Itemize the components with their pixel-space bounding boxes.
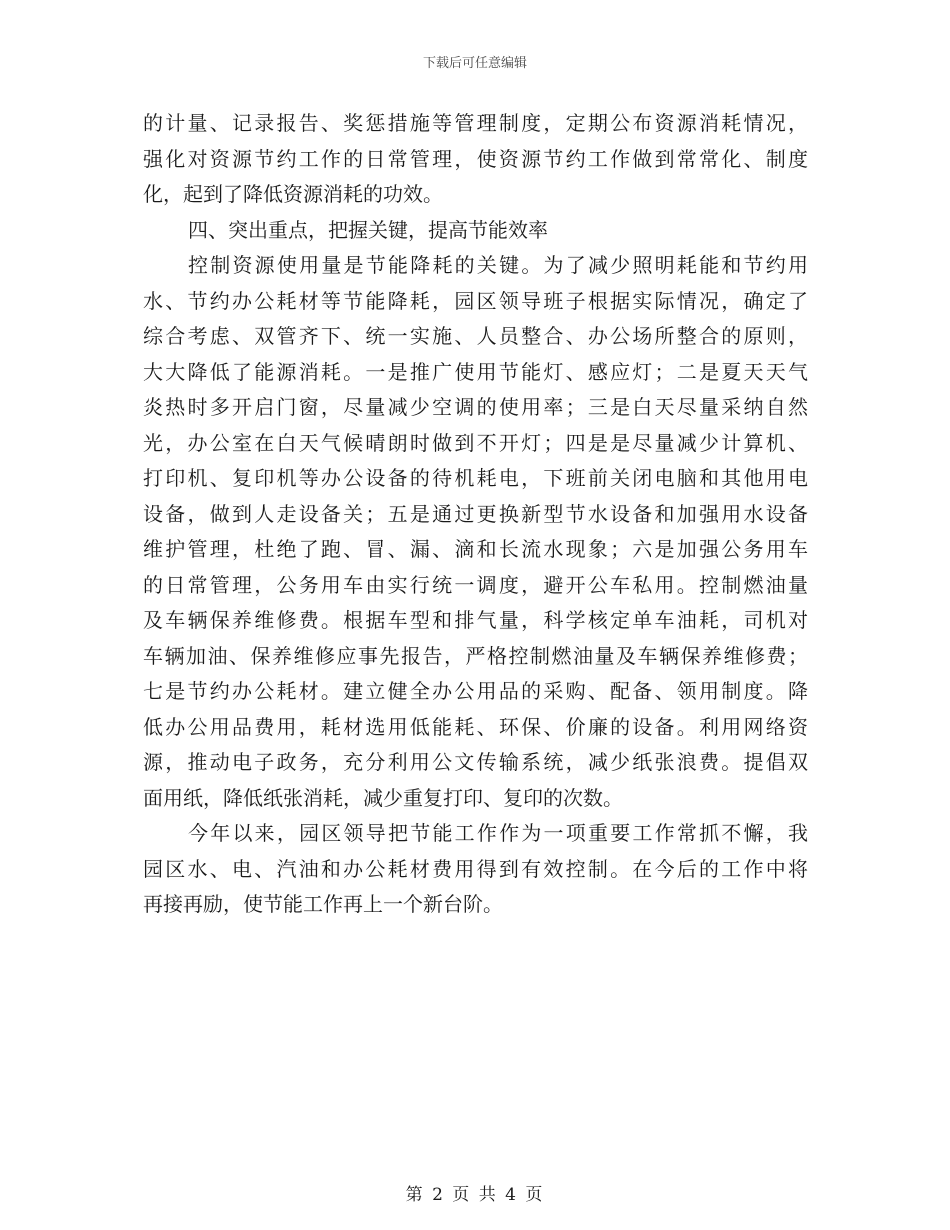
page-number: 第 2 页 共 4 页 bbox=[405, 1185, 545, 1205]
text-line: 设备，做到人走设备关；五是通过更换新型节水设备和加强用水设备 bbox=[143, 501, 808, 526]
text-line: 七是节约办公耗材。建立健全办公用品的采购、配备、领用制度。降 bbox=[143, 679, 808, 703]
text-line: 面用纸，降低纸张消耗，减少重复打印、复印的次数。 bbox=[143, 785, 623, 810]
text-line: 控制资源使用量是节能降耗的关键。为了减少照明耗能和节约用 bbox=[188, 253, 808, 277]
text-line: 源，推动电子政务，充分利用公文传输系统，减少纸张浪费。提倡双 bbox=[143, 750, 808, 774]
section-heading: 四、突出重点，把握关键，提高节能效率 bbox=[188, 217, 548, 242]
text-line: 综合考虑、双管齐下、统一实施、人员整合、办公场所整合的原则， bbox=[143, 324, 808, 348]
text-line: 低办公用品费用，耗材选用低能耗、环保、价廉的设备。利用网络资 bbox=[143, 714, 808, 739]
text-line: 大大降低了能源消耗。一是推广使用节能灯、感应灯；二是夏天天气 bbox=[143, 359, 808, 384]
page-header: 下载后可任意编辑 bbox=[422, 56, 527, 71]
text-line: 及车辆保养维修费。根据车型和排气量，科学核定单车油耗，司机对 bbox=[143, 608, 808, 632]
document-body bbox=[143, 106, 808, 923]
text-line: 今年以来，园区领导把节能工作作为一项重要工作常抓不懈，我 bbox=[188, 821, 808, 845]
text-line: 打印机、复印机等办公设备的待机耗电，下班前关闭电脑和其他用电 bbox=[143, 466, 808, 490]
text-line: 的日常管理，公务用车由实行统一调度，避开公车私用。控制燃油量 bbox=[143, 572, 808, 597]
text-line: 强化对资源节约工作的日常管理，使资源节约工作做到常常化、制度 bbox=[143, 146, 808, 171]
text-line: 光，办公室在白天气候晴朗时做到不开灯；四是是尽量减少计算机、 bbox=[143, 430, 808, 455]
text-line: 的计量、记录报告、奖惩措施等管理制度，定期公布资源消耗情况， bbox=[143, 111, 808, 135]
text-line: 炎热时多开启门窗，尽量减少空调的使用率；三是白天尽量采纳自然 bbox=[143, 395, 808, 419]
text-line: 车辆加油、保养维修应事先报告，严格控制燃油量及车辆保养维修费； bbox=[143, 643, 808, 668]
text-line: 水、节约办公耗材等节能降耗，园区领导班子根据实际情况，确定了 bbox=[143, 288, 808, 313]
text-line: 园区水、电、汽油和办公耗材费用得到有效控制。在今后的工作中将 bbox=[143, 856, 808, 881]
text-line: 维护管理，杜绝了跑、冒、漏、滴和长流水现象；六是加强公务用车 bbox=[143, 537, 808, 561]
text-line: 再接再励，使节能工作再上一个新台阶。 bbox=[143, 892, 503, 916]
text-line: 化，起到了降低资源消耗的功效。 bbox=[143, 182, 443, 206]
